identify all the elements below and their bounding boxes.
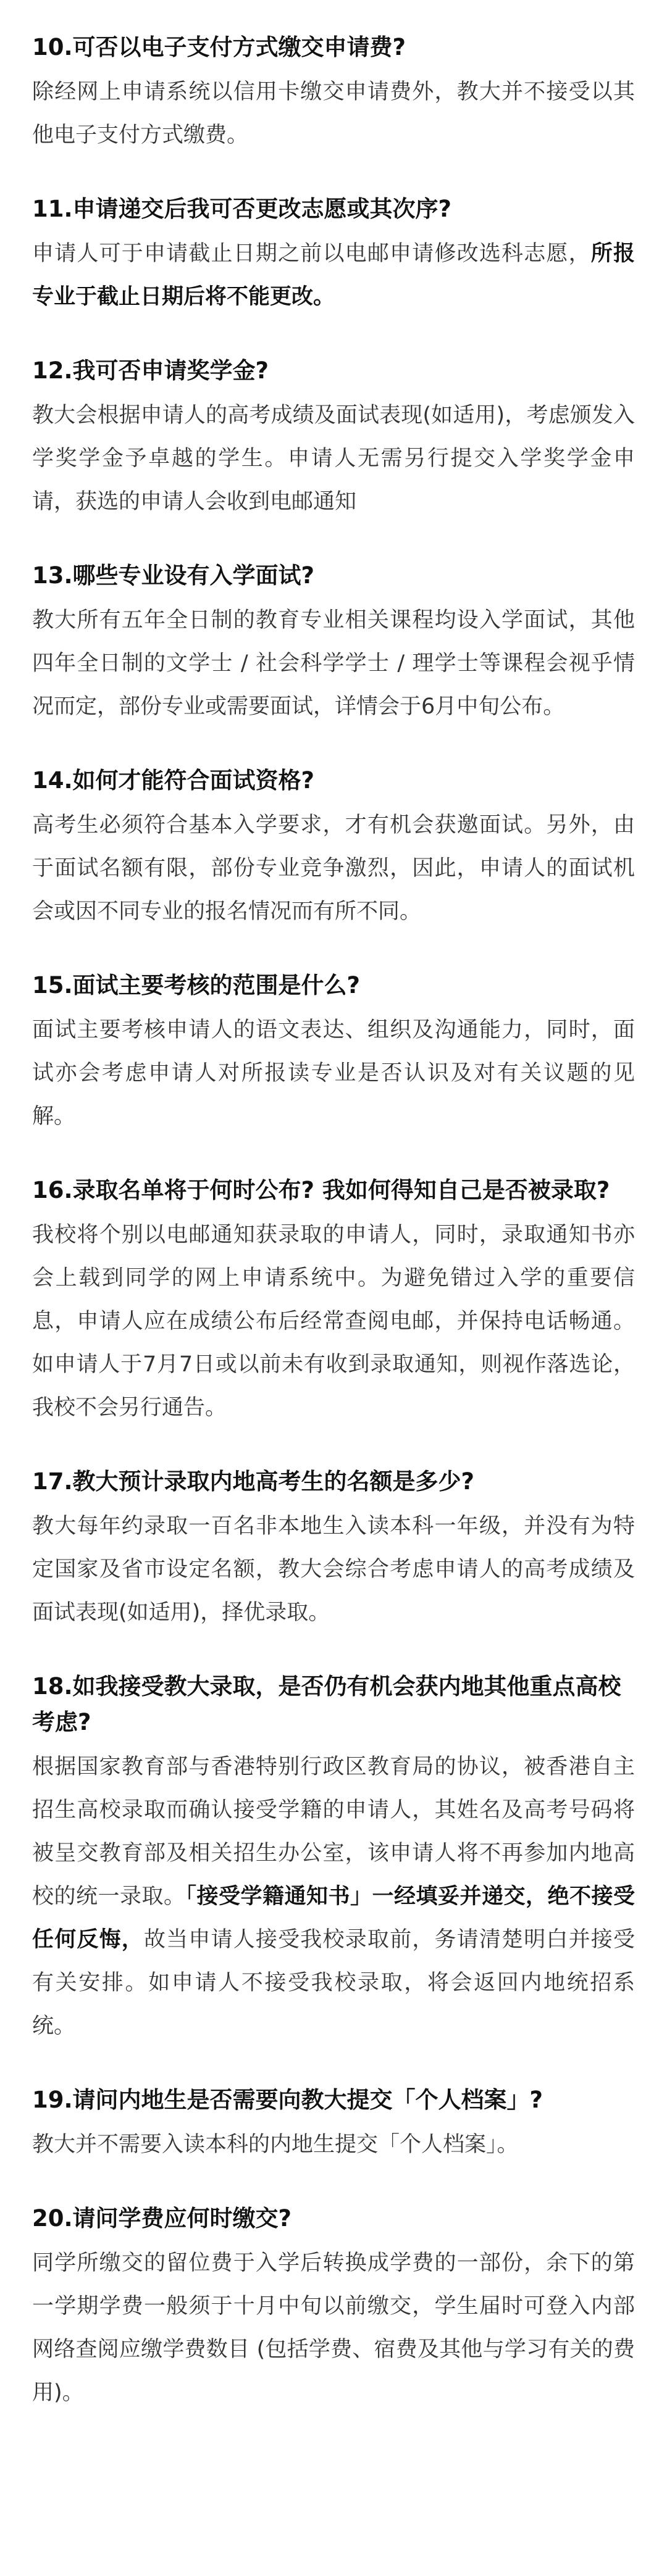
faq-answer	[32, 232, 635, 318]
faq-question: 17.教大预计录取内地高考生的名额是多少?	[32, 1468, 475, 1495]
faq-question: 20.请问学费应何时缴交?	[32, 2205, 292, 2232]
answer-text: 除经网上申请系统以信用卡缴交申请费外，教大并不接受以其他电子支付方式缴费。	[32, 80, 635, 147]
faq-answer	[32, 1745, 635, 2048]
answer-text: 教大所有五年全日制的教育专业相关课程均设入学面试，其他四年全日制的文学士 / 社会科学学士 / 理学士等课程会视乎情况而定，部份专业或需要面试，详情会于6月中旬公布。	[32, 608, 635, 719]
faq-question: 15.面试主要考核的范围是什么?	[32, 972, 361, 999]
faq-item-18	[32, 1669, 635, 2048]
faq-question: 14.如何才能符合面试资格?	[32, 767, 315, 794]
faq-question: 11.申请递交后我可否更改志愿或其次序?	[32, 196, 452, 222]
answer-text: 同学所缴交的留位费于入学后转换成学费的一部份，余下的第一学期学费一般须于十月中旬以前缴交，学生届时可登入内部网络查阅应缴学费数目 (包括学费、宿费及其他与学习有关的费用)。	[32, 2251, 635, 2405]
faq-item-10	[32, 30, 635, 157]
faq-question: 12.我可否申请奖学金?	[32, 357, 269, 384]
faq-answer	[32, 599, 635, 728]
answer-text: 根据国家教育部与香港特别行政区教育局的协议，被香港自主招生高校录取而确认接受学籍的申请人，其姓名及高考号码将被呈交教育部及相关招生办公室，该申请人将不再参加内地高校的统一录取。	[32, 1755, 635, 1909]
answer-text: 教大并不需要入读本科的内地生提交「个人档案」。	[32, 2132, 519, 2157]
faq-item-11	[32, 191, 635, 318]
faq-answer	[32, 1505, 635, 1634]
faq-list	[32, 30, 635, 2414]
answer-text: 申请人可于申请截止日期之前以电邮申请修改选科志愿，	[32, 241, 591, 266]
faq-answer	[32, 1213, 635, 1429]
answer-text-bold: 「接受学籍通知书」一经填妥并递交，绝不接受任何反悔，	[32, 1884, 635, 1952]
answer-text: 教大每年约录取一百名非本地生入读本科一年级，并没有为特定国家及省市设定名额，教大会综合考虑申请人的高考成绩及面试表现(如适用)，择优录取。	[32, 1514, 635, 1625]
faq-item-14	[32, 763, 635, 933]
faq-question: 10.可否以电子支付方式缴交申请费?	[32, 34, 406, 60]
faq-item-19	[32, 2082, 635, 2166]
answer-text: 教大会根据申请人的高考成绩及面试表现(如适用)，考虑颁发入学奖学金予卓越的学生。申请人无需另行提交入学奖学金申请，获选的申请人会收到电邮通知	[32, 403, 635, 514]
answer-text-bold: 所报专业于截止日期后将不能更改。	[32, 241, 635, 309]
faq-item-15	[32, 968, 635, 1138]
faq-answer	[32, 804, 635, 933]
faq-answer	[32, 70, 635, 157]
answer-text: 面试主要考核申请人的语文表达、组织及沟通能力，同时，面试亦会考虑申请人对所报读专业是否认识及对有关议题的见解。	[32, 1018, 635, 1129]
faq-answer	[32, 2242, 635, 2414]
answer-text: 高考生必须符合基本入学要求，才有机会获邀面试。另外，由于面试名额有限，部份专业竞争激烈，因此，申请人的面试机会或因不同专业的报名情况而有所不同。	[32, 813, 635, 924]
faq-item-20	[32, 2201, 635, 2414]
faq-item-17	[32, 1464, 635, 1634]
faq-question: 13.哪些专业设有入学面试?	[32, 562, 315, 589]
faq-question: 16.录取名单将于何时公布? 我如何得知自己是否被录取?	[32, 1177, 610, 1203]
faq-item-13	[32, 558, 635, 728]
faq-question: 18.如我接受教大录取，是否仍有机会获内地其他重点高校考虑?	[32, 1673, 621, 1735]
answer-text: 故当申请人接受我校录取前，务请清楚明白并接受有关安排。如申请人不接受我校录取，将会返回内地统招系统。	[32, 1927, 635, 2038]
answer-text: 我校将个别以电邮通知获录取的申请人，同时，录取通知书亦会上载到同学的网上申请系统中。为避免错过入学的重要信息，申请人应在成绩公布后经常查阅电邮，并保持电话畅通。如申请人于7月7日或以前未有收到录取通知，则视作落选论，我校不会另行通告。	[32, 1223, 635, 1420]
faq-item-12	[32, 353, 635, 523]
faq-answer	[32, 1008, 635, 1138]
faq-item-16	[32, 1173, 635, 1429]
faq-question: 19.请问内地生是否需要向教大提交「个人档案」?	[32, 2087, 543, 2113]
faq-answer	[32, 2123, 635, 2166]
faq-answer	[32, 394, 635, 523]
